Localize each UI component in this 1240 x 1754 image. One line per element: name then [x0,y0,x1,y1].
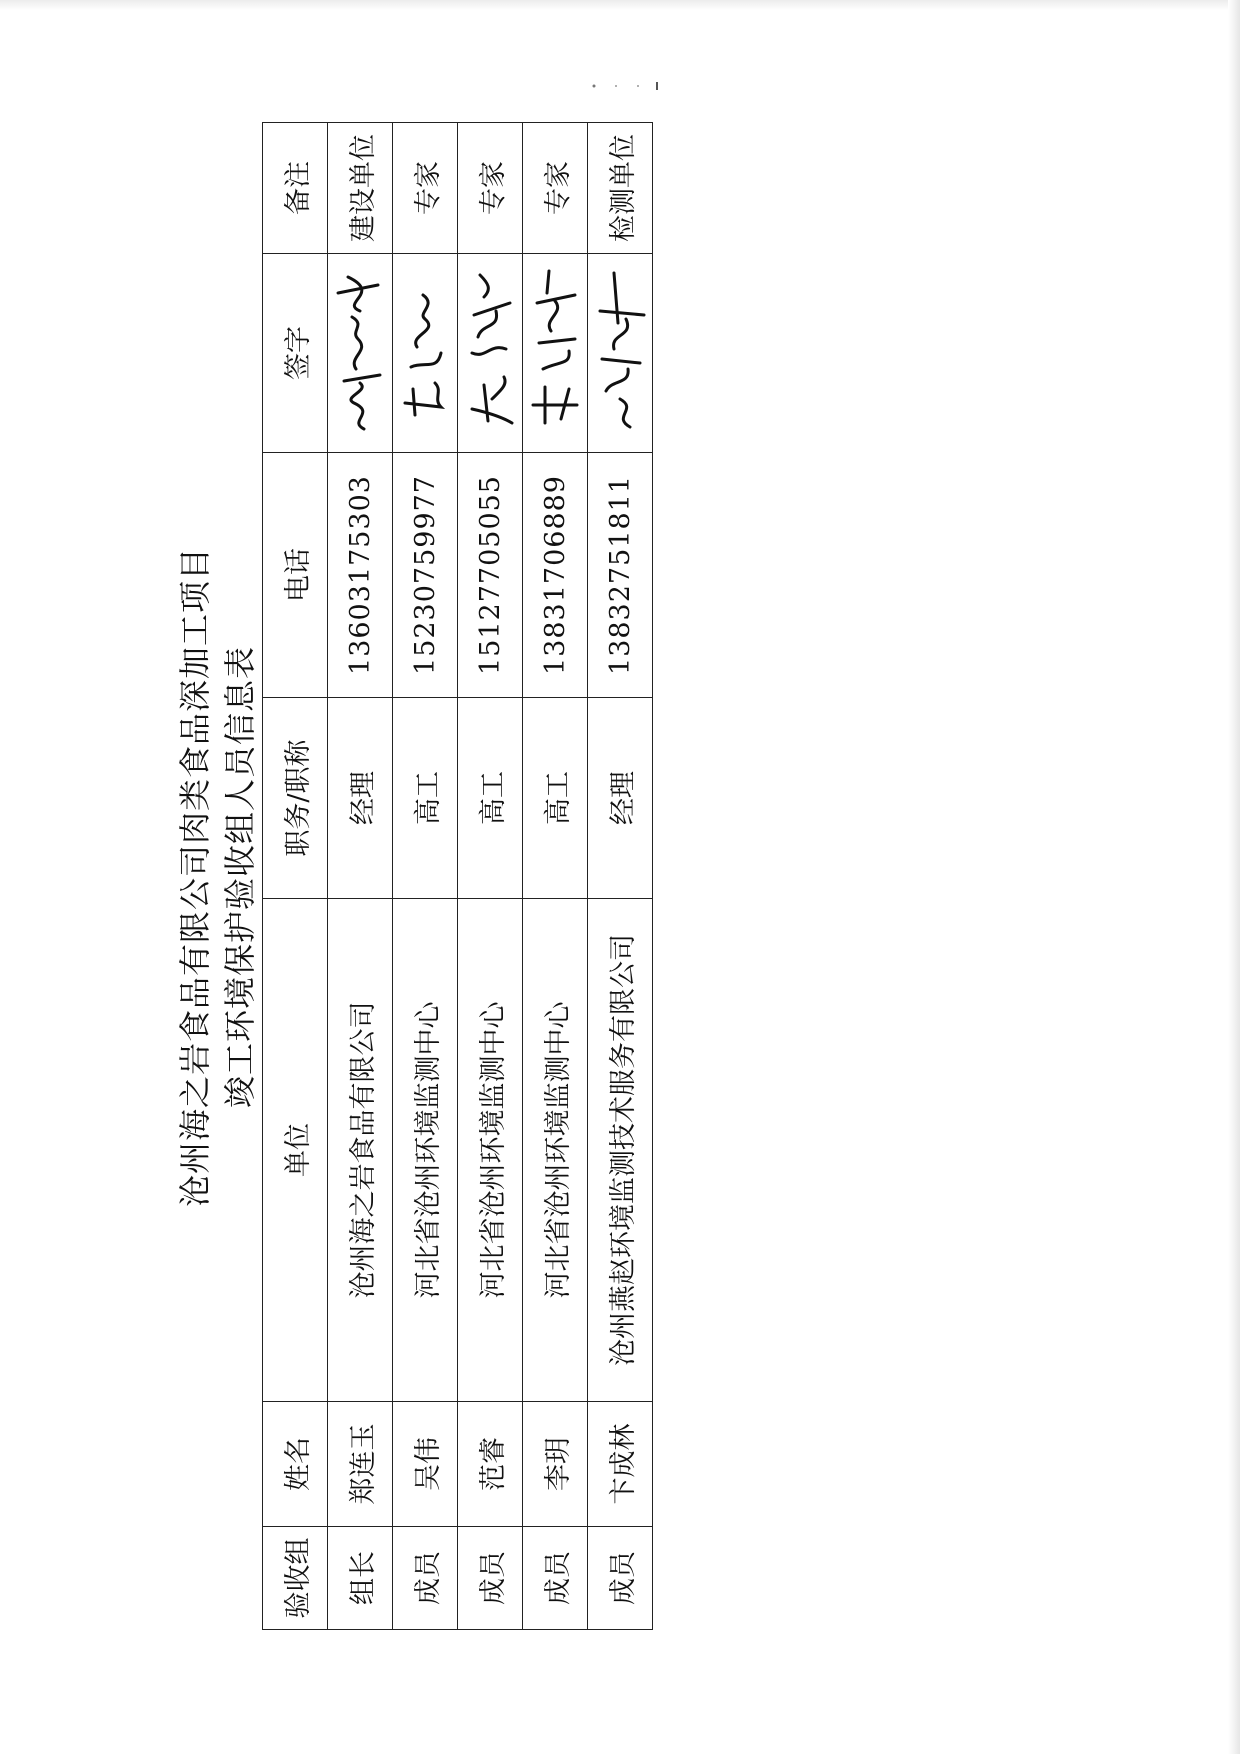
cell-remark: 专家 [393,123,458,254]
cell-role: 组长 [328,1527,393,1630]
cell-name: 李玥 [523,1402,588,1527]
table-row [393,123,458,1630]
acceptance-members-table [262,122,653,1630]
cell-phone: 15127705055 [458,453,523,698]
cell-remark: 专家 [458,123,523,254]
cell-role: 成员 [523,1527,588,1630]
table-row [523,123,588,1630]
cell-signature [393,254,458,453]
cell-name: 卞成林 [588,1402,653,1527]
document-subtitle: 竣工环境保护验收组人员信息表 [221,646,259,1109]
handwritten-signature [395,263,455,443]
table-row [588,123,653,1630]
cell-phone: 13603175303 [328,453,393,698]
cell-role: 成员 [393,1527,458,1630]
cell-title: 高工 [523,698,588,899]
header-signature: 签字 [263,254,328,453]
header-remark: 备注 [263,123,328,254]
cell-name: 吴伟 [393,1402,458,1527]
cell-name: 范睿 [458,1402,523,1527]
handwritten-signature [590,263,650,443]
cell-unit: 沧州海之岩食品有限公司 [328,899,393,1402]
cell-signature [458,254,523,453]
document-title: 沧州海之岩食品有限公司肉类食品深加工项目 [176,547,214,1208]
cell-unit: 沧州燕赵环境监测技术服务有限公司 [588,899,653,1402]
cell-phone: 13832751811 [588,453,653,698]
cell-name: 郑连玉 [328,1402,393,1527]
table-row [458,123,523,1630]
cell-title: 高工 [393,698,458,899]
header-role: 验收组 [263,1527,328,1630]
cell-remark: 专家 [523,123,588,254]
cell-unit: 河北省沧州环境监测中心 [458,899,523,1402]
handwritten-signature [460,263,520,443]
cell-remark: 检测单位 [588,123,653,254]
cell-unit: 河北省沧州环境监测中心 [393,899,458,1402]
cell-signature [328,254,393,453]
handwritten-signature [330,263,390,443]
cell-role: 成员 [458,1527,523,1630]
cell-phone: 15230759977 [393,453,458,698]
cell-role: 成员 [588,1527,653,1630]
cell-signature [588,254,653,453]
table-row [328,123,393,1630]
cell-unit: 河北省沧州环境监测中心 [523,899,588,1402]
header-name: 姓名 [263,1402,328,1527]
cell-signature [523,254,588,453]
cell-title: 经理 [328,698,393,899]
cell-title: 经理 [588,698,653,899]
handwritten-signature [525,263,585,443]
cell-phone: 13831706889 [523,453,588,698]
cell-remark: 建设单位 [328,123,393,254]
cell-title: 高工 [458,698,523,899]
header-phone: 电话 [263,453,328,698]
header-unit: 单位 [263,899,328,1402]
table-header-row [263,123,328,1630]
header-title: 职务/职称 [263,698,328,899]
